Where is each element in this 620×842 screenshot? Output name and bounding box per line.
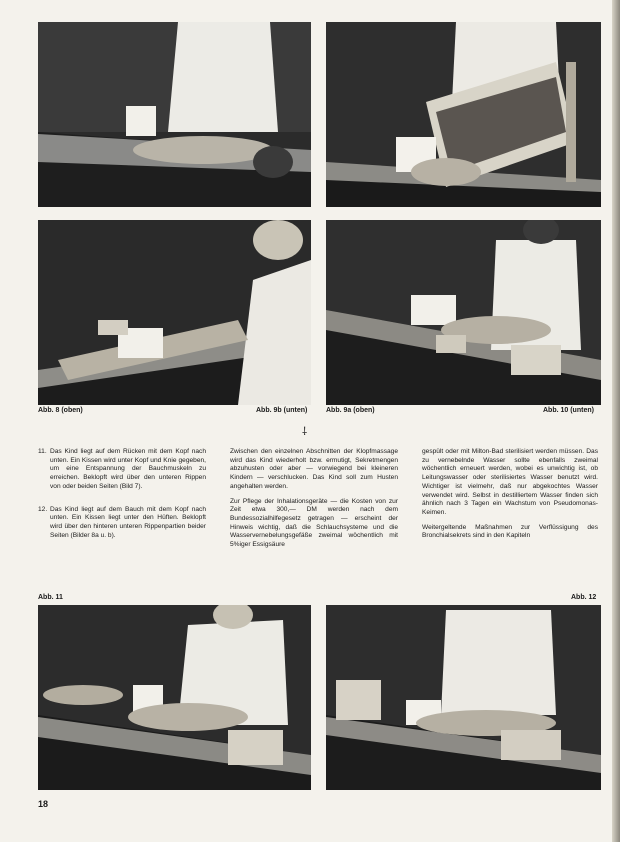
page-number: 18 [38, 799, 49, 809]
text-column-1 [38, 448, 206, 540]
photo-abb-10 [326, 220, 601, 405]
list-item [38, 506, 206, 541]
list-item [38, 448, 206, 492]
caption-abb-11: Abb. 11 [38, 594, 63, 601]
photo-abb-11 [38, 605, 311, 790]
page-edge-shadow [612, 0, 620, 842]
list-item-text: Das Kind liegt auf dem Rücken mit dem Kopf nach unten. Ein Kissen wird unter Kopf und Knie gegeben, um eine Entspannung der Bauchmuskeln zu erreichen. Beklopft wird über den unteren Rippen von oder beiden Seiten (Bild 7). [50, 448, 206, 490]
caption-abb-12: Abb. 12 [571, 594, 597, 601]
paragraph: gespült oder mit Milton-Bad sterilisiert werden müssen. Das zu vernebelnde Wasser sollte ebenfalls zweimal wöchentlich erneuert werden, wobei es unwichtig ist, ob Leitungswasser oder sterilisiertes Wasser benutzt wird. Wichtiger ist vielmehr, daß nur abgekochtes Wasser verwendet wird. Selbst in destilliertem Wasser finden sich ähnlich nach 3 Tagen ein Wachstum von Pseudomonas-Keimen. [422, 448, 598, 516]
list-item-number: 12. [38, 505, 48, 513]
photo-abb-8 [38, 22, 311, 207]
paragraph: Weitergeltende Maßnahmen zur Verflüssigung des Bronchialsekrets sind in den Kapiteln [422, 523, 598, 540]
text-column-2 [230, 448, 398, 556]
photo-abb-9b [38, 220, 311, 405]
paragraph: Zur Pflege der Inhalationsgeräte — die Kosten von zur Zeit etwa 300,— DM werden nach dem Bundessozialhilfegesetz getragen — erscheint der Hinweis wichtig, daß die Schlauchsysteme und die Wasservernebelungsgefäße zweimal wöchentlich mit 5%iger Essigsäure [230, 497, 398, 549]
photo-abb-12 [326, 605, 601, 790]
section-divider-symbol: ⸸ [302, 425, 308, 438]
list-item-number: 11. [38, 448, 47, 455]
caption-abb-9a: Abb. 9a (oben) [326, 407, 375, 414]
paragraph: Zwischen den einzelnen Abschnitten der Klopfmassage wird das Kind wiederholt bzw. ermutigt, Sekretmengen abzuhusten oder aber — vorwiegend bei kleineren Kindern — verschlucken. Das Kind soll zum Husten angehalten werden. [230, 448, 398, 490]
caption-abb-8: Abb. 8 (oben) [38, 407, 83, 414]
caption-abb-10: Abb. 10 (unten) [543, 407, 594, 414]
list-item-text: Das Kind liegt auf dem Bauch mit dem Kopf nach unten. Ein Kissen liegt unter den Hüften. Beklopft wird über den hinteren unteren Rippenpartien beider Seiten (Bilder 8a u. b). [50, 505, 206, 539]
caption-abb-9b: Abb. 9b (unten) [256, 407, 308, 414]
photo-abb-9a [326, 22, 601, 207]
text-column-3 [422, 448, 598, 547]
